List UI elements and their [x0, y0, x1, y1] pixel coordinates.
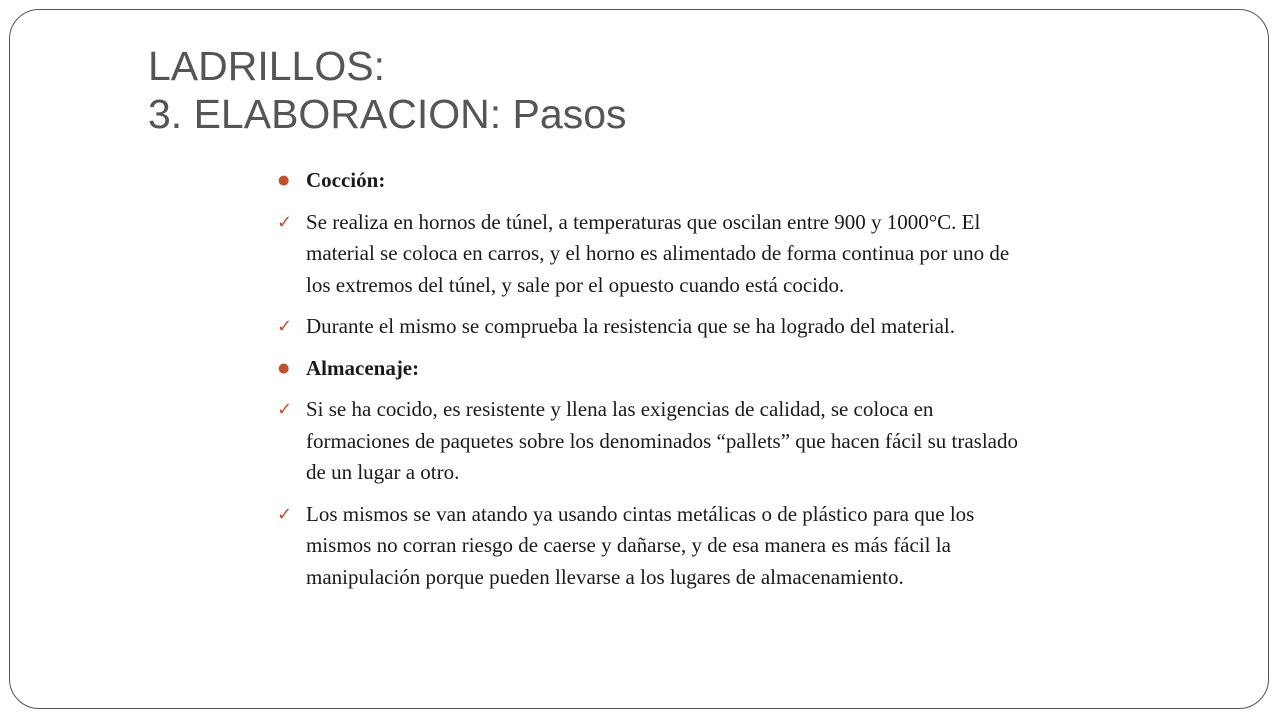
checkmark-icon: ✓ — [277, 211, 293, 233]
bullet-dot-icon: ● — [278, 360, 290, 376]
list-item — [276, 394, 1021, 489]
list-item — [276, 207, 1021, 302]
slide-frame — [9, 9, 1269, 709]
slide-content — [276, 165, 1021, 603]
section-heading-text: Almacenaje: — [306, 355, 420, 380]
title-line-2: 3. ELABORACION: Pasos — [148, 91, 627, 137]
bullet-dot-icon: ● — [278, 173, 290, 188]
list-item — [276, 311, 1021, 343]
list-item-text: Durante el mismo se comprueba la resistencia que se ha logrado del material. — [306, 314, 956, 338]
list-item-text: Los mismos se van atando ya usando cintas metálicas o de plástico para que los mismos no corran riesgo de caerse y dañarse, y de esa manera es más fácil la manipulación porque pueden llevarse a los lugares de almacenamiento. — [306, 501, 975, 589]
section-heading-text: Cocción: — [306, 168, 386, 192]
slide-title — [148, 42, 1148, 138]
list-item-text: Si se ha cocido, es resistente y llena las exigencias de calidad, se coloca en formaciones de paquetes sobre los denominados “pallets” que hacen fácil su traslado de un lugar a otro. — [306, 397, 1019, 484]
list-item-text: Se realiza en hornos de túnel, a temperaturas que oscilan entre 900 y 1000°C. El material se coloca en carros, y el horno es alimentado de forma continua por uno de los extremos del túnel, y sale por el opuesto cuando está cocido. — [306, 209, 1010, 297]
section-heading-almacenaje — [276, 353, 1021, 385]
section-heading-coccion — [276, 165, 1021, 197]
list-item — [276, 499, 1021, 594]
checkmark-icon: ✓ — [277, 316, 293, 337]
title-line-1: LADRILLOS: — [148, 43, 385, 89]
checkmark-icon: ✓ — [277, 399, 293, 420]
checkmark-icon: ✓ — [277, 503, 293, 525]
